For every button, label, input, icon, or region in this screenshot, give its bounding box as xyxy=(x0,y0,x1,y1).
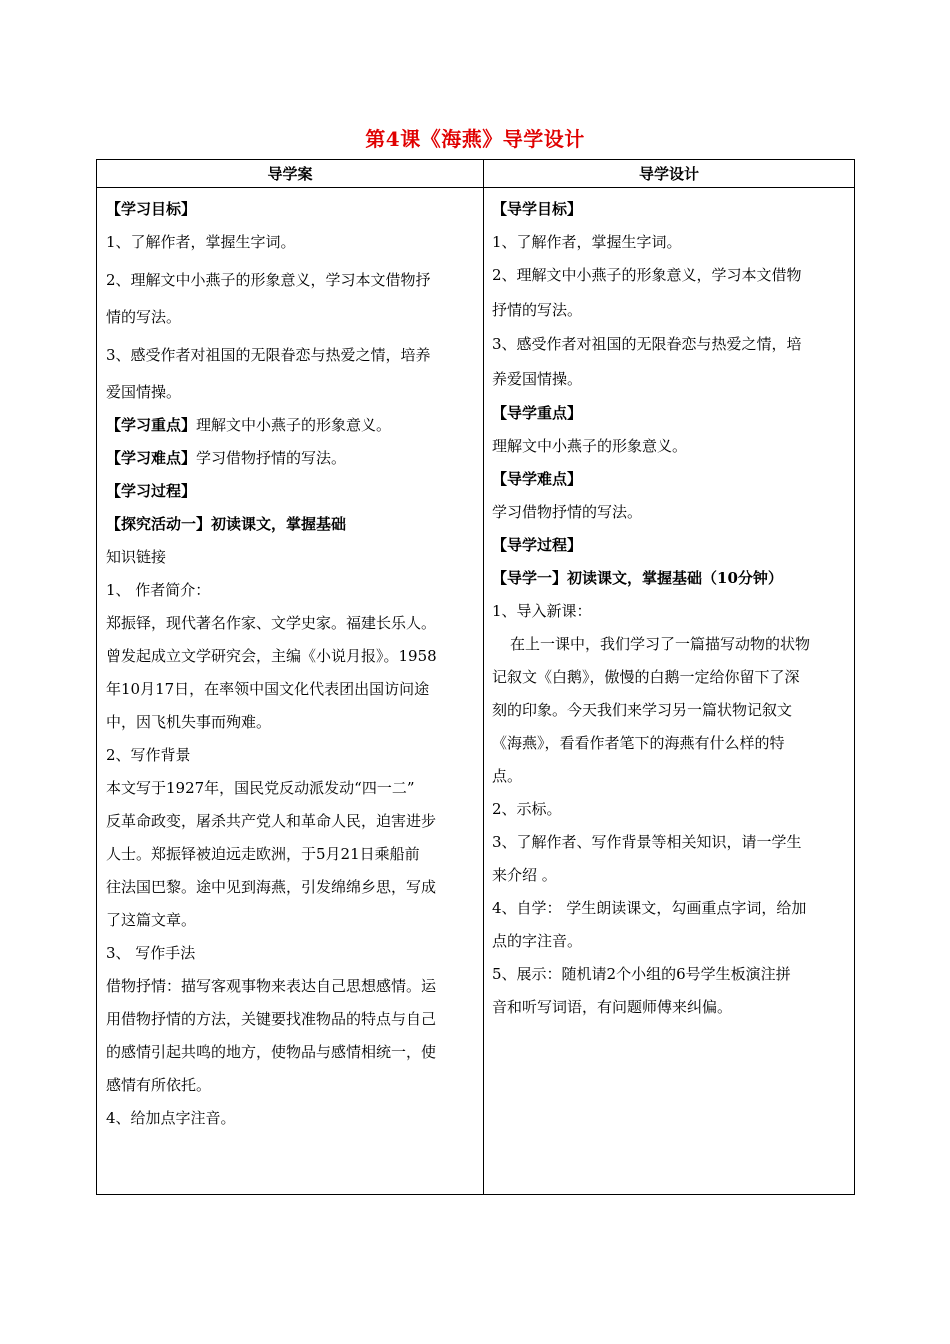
background-line: 往法国巴黎。途中见到海燕，引发绵绵乡思，写成 xyxy=(106,878,437,896)
author-line: 年10月17日，在率领中国文化代表团出国访问途 xyxy=(106,680,430,698)
method-line: 借物抒情：描写客观事物来表达自己思想感情。运 xyxy=(106,977,437,995)
method-line: 感情有所依托。 xyxy=(106,1076,212,1094)
difficult-point-text: 学习借物抒情的写法。 xyxy=(196,449,347,467)
activity-1-heading: 【探究活动一】初读课文，掌握基础 xyxy=(106,515,347,533)
method-heading: 3、 写作手法 xyxy=(106,944,196,962)
method-line: 的感情引起共鸣的地方，使物品与感情相统一，使 xyxy=(106,1043,437,1061)
goal-2-cont: 抒情的写法。 xyxy=(492,301,583,319)
background-line: 本文写于1927年，国民党反动派发动“四一二” xyxy=(106,779,415,797)
background-line: 反革命政变，屠杀共产党人和革命人民，迫害进步 xyxy=(106,812,437,830)
background-line: 了这篇文章。 xyxy=(106,911,197,929)
intro-heading: 1、导入新课： xyxy=(492,602,592,620)
difficult-point xyxy=(106,442,476,475)
goal-2: 2、理解文中小燕子的形象意义，学习本文借物抒 xyxy=(106,271,431,289)
intro-line: 刻的印象。今天我们来学习另一篇状物记叙文 xyxy=(492,701,793,719)
goal-3-cont: 爱国情操。 xyxy=(106,383,182,401)
guide-goals-heading: 【导学目标】 xyxy=(492,200,583,218)
right-column xyxy=(492,160,849,1024)
pinyin-task: 4、给加点字注音。 xyxy=(106,1109,236,1127)
left-column xyxy=(106,160,476,1135)
goal-3: 3、感受作者对祖国的无限眷恋与热爱之情，培养 xyxy=(106,346,431,364)
difficult-point-heading: 【学习难点】 xyxy=(106,449,197,467)
left-column-header: 导学案 xyxy=(267,165,313,183)
key-point-text: 理解文中小燕子的形象意义。 xyxy=(196,416,392,434)
guide-difficult-text: 学习借物抒情的写法。 xyxy=(492,503,643,521)
self-study-cont: 点的字注音。 xyxy=(492,932,583,950)
intro-line: 《海燕》，看看作者笔下的海燕有什么样的特 xyxy=(492,734,785,752)
key-point xyxy=(106,409,476,442)
key-point-heading: 【学习重点】 xyxy=(106,416,197,434)
knowledge-task-cont: 来介绍 。 xyxy=(492,866,557,884)
author-line: 郑振铎，现代著名作家、文学史家。福建长乐人。 xyxy=(106,614,437,632)
display-task-cont: 音和听写词语，有问题师傅来纠偏。 xyxy=(492,998,733,1016)
goal-1: 1、了解作者，掌握生字词。 xyxy=(492,233,682,251)
knowledge-link: 知识链接 xyxy=(106,548,167,566)
knowledge-task: 3、了解作者、写作背景等相关知识，请一学生 xyxy=(492,833,802,851)
author-heading: 1、 作者简介： xyxy=(106,581,211,599)
show-goal: 2、示标。 xyxy=(492,800,562,818)
guide-step-1-heading: 【导学一】初读课文，掌握基础（10分钟） xyxy=(492,569,783,587)
guide-key-text: 理解文中小燕子的形象意义。 xyxy=(492,437,688,455)
process-heading: 【学习过程】 xyxy=(106,482,197,500)
page-title: 第4课《海燕》导学设计 xyxy=(365,127,585,151)
guide-difficult-heading: 【导学难点】 xyxy=(492,470,583,488)
intro-line: 在上一课中，我们学习了一篇描写动物的状物 xyxy=(510,635,811,653)
goal-2: 2、理解文中小燕子的形象意义，学习本文借物 xyxy=(492,266,802,284)
intro-line: 点。 xyxy=(492,767,523,785)
column-divider xyxy=(483,160,484,1194)
lesson-table xyxy=(96,159,855,1195)
goal-3-cont: 养爱国情操。 xyxy=(492,370,583,388)
method-line: 用借物抒情的方法，关键要找准物品的特点与自己 xyxy=(106,1010,437,1028)
background-line: 人士。郑振铎被迫远走欧洲，于5月21日乘船前 xyxy=(106,845,420,863)
self-study: 4、自学： 学生朗读课文，勾画重点字词，给加 xyxy=(492,899,807,917)
goal-3: 3、感受作者对祖国的无限眷恋与热爱之情，培 xyxy=(492,335,802,353)
background-heading: 2、写作背景 xyxy=(106,746,191,764)
author-line: 曾发起成立文学研究会，主编《小说月报》。1958 xyxy=(106,647,437,665)
learning-goals-heading: 【学习目标】 xyxy=(106,200,197,218)
display-task: 5、展示：随机请2个小组的6号学生板演注拼 xyxy=(492,965,791,983)
goal-2-cont: 情的写法。 xyxy=(106,308,182,326)
right-column-header: 导学设计 xyxy=(638,165,699,183)
author-line: 中，因飞机失事而殉难。 xyxy=(106,713,272,731)
guide-key-heading: 【导学重点】 xyxy=(492,404,583,422)
guide-process-heading: 【导学过程】 xyxy=(492,536,583,554)
intro-line: 记叙文《白鹅》，傲慢的白鹅一定给你留下了深 xyxy=(492,668,800,686)
goal-1: 1、了解作者，掌握生字词。 xyxy=(106,233,296,251)
